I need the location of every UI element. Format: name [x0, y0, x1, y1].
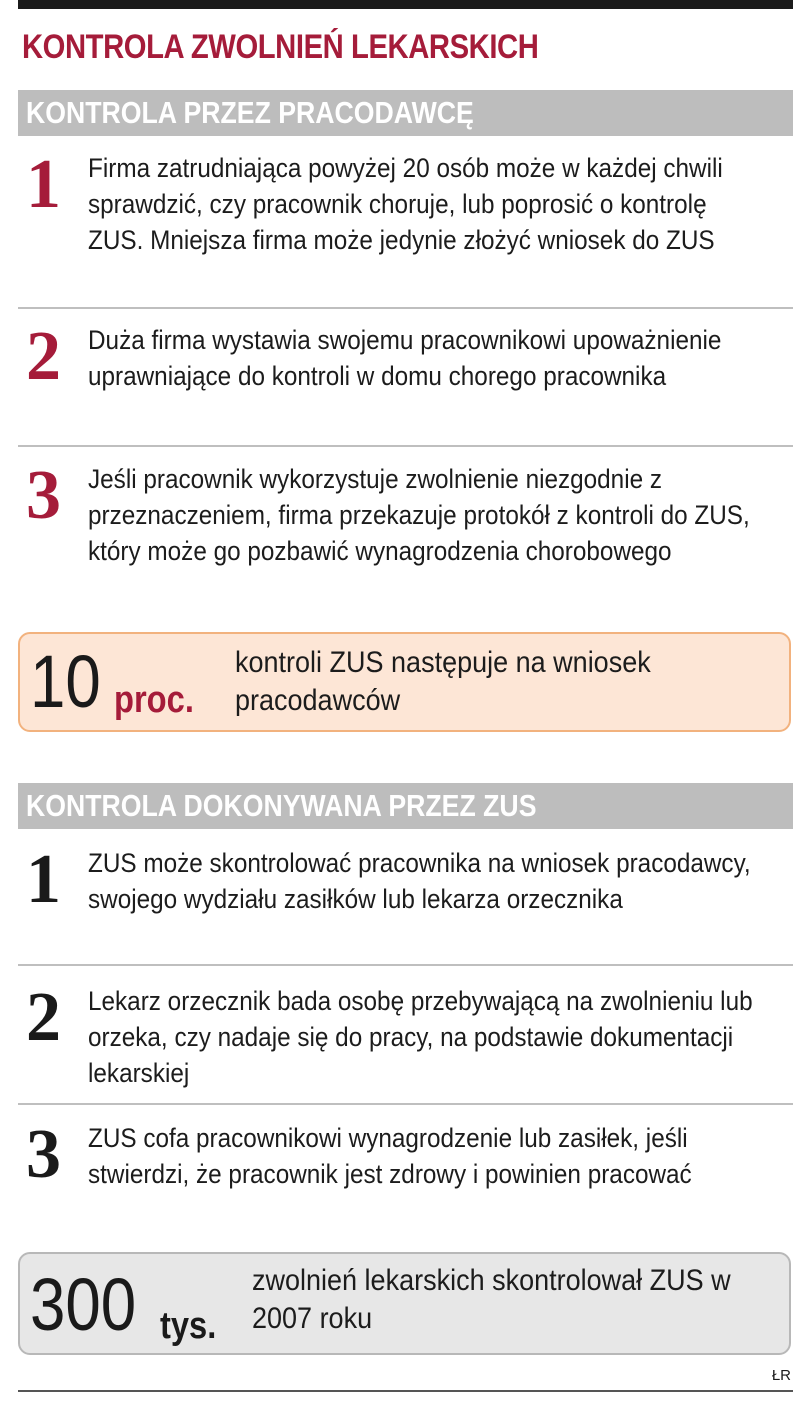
author-credit: ŁR [771, 1367, 791, 1384]
item-text: Lekarz orzecznik bada osobę przebywającą na zwolnieniu lub orzeka, czy nadaje się do pracy, na podstawie dokumentacji lekarskiej [88, 986, 753, 1088]
top-rule [18, 0, 793, 9]
section-header-employer [18, 90, 793, 136]
page-title: KONTROLA ZWOLNIEŃ LEKARSKICH [22, 28, 539, 66]
stat-value: 300 [30, 1263, 137, 1346]
stat-box-zus [18, 1252, 791, 1355]
stat-text: zwolnień lekarskich skontrolował ZUS w 2007 roku [252, 1264, 731, 1335]
item-number: 3 [26, 1116, 61, 1193]
stat-unit: proc. [114, 679, 194, 721]
stat-unit: tys. [160, 1305, 217, 1347]
item-text: Firma zatrudniająca powyżej 20 osób może w każdej chwili sprawdzić, czy pracownik choruje, lub poprosić o kontrolę ZUS. Mniejsza firma może jedynie złożyć wniosek do ZUS [88, 153, 723, 255]
item-number: 1 [26, 841, 61, 918]
divider [18, 307, 793, 309]
stat-value: 10 [30, 640, 101, 723]
item-number: 3 [26, 457, 61, 534]
item-text: Jeśli pracownik wykorzystuje zwolnienie niezgodnie z przeznaczeniem, firma przekazuje protokół z kontroli do ZUS, który może go pozbawić wynagrodzenia chorobowego [88, 464, 750, 566]
bottom-rule [18, 1390, 793, 1392]
divider [18, 1103, 793, 1105]
item-text: Duża firma wystawia swojemu pracownikowi upoważnienie uprawniające do kontroli w domu chorego pracownika [88, 325, 722, 391]
item-text: ZUS cofa pracownikowi wynagrodzenie lub zasiłek, jeśli stwierdzi, że pracownik jest zdrowy i powinien pracować [88, 1123, 692, 1189]
section-header-label: KONTROLA PRZEZ PRACODAWCĘ [26, 95, 474, 130]
stat-text: kontroli ZUS następuje na wniosek pracodawców [235, 646, 651, 717]
item-number: 2 [26, 318, 61, 395]
item-text: ZUS może skontrolować pracownika na wniosek pracodawcy, swojego wydziału zasiłków lub lekarza orzecznika [88, 848, 751, 914]
section-header-zus [18, 783, 793, 829]
item-number: 1 [26, 146, 61, 223]
divider [18, 964, 793, 966]
divider [18, 445, 793, 447]
section-header-label: KONTROLA DOKONYWANA PRZEZ ZUS [26, 788, 537, 823]
stat-box-employer [18, 632, 791, 732]
item-number: 2 [26, 979, 61, 1056]
